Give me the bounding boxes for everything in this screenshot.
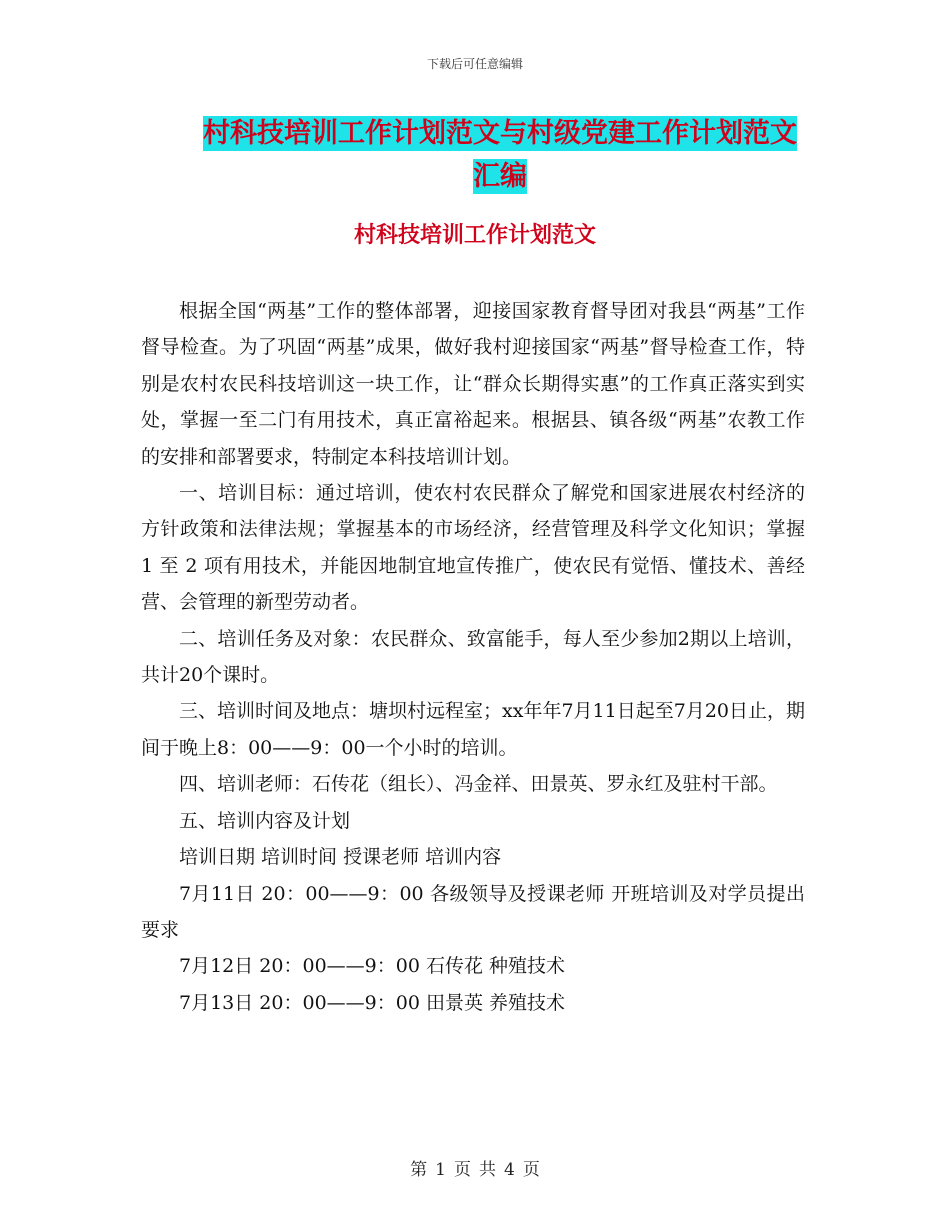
page-footer: [0, 1155, 950, 1180]
header-note: 下载后可任意编辑: [426, 57, 523, 71]
paragraph-training-time-place: 三、培训时间及地点：塘坝村远程室；xx年年7月11日起至7月20日止，期间于晚上8：00——9：00一个小时的培训。: [141, 700, 805, 759]
paragraph-training-task: 二、培训任务及对象：农民群众、致富能手，每人至少参加2期以上培训，共计20个课时。: [141, 627, 805, 687]
page-current: 1: [435, 1160, 446, 1180]
schedule-row: 7月12日 20：00——9：00 石传花 种殖技术: [179, 955, 566, 978]
page-word: 第: [410, 1160, 428, 1180]
document-body: [141, 293, 805, 1021]
paragraph-training-teachers: 四、培训老师：石传花（组长）、冯金祥、田景英、罗永红及驻村干部。: [179, 773, 778, 796]
paragraph-training-content: 五、培训内容及计划: [179, 809, 351, 832]
page-unit: 页: [454, 1160, 471, 1180]
document-main-title: [195, 112, 805, 198]
section-title: 村科技培训工作计划范文: [353, 222, 596, 248]
schedule-header: 培训日期 培训时间 授课老师 培训内容: [179, 846, 502, 869]
schedule-row: 7月11日 20：00——9：00 各级领导及授课老师 开班培训及对学员提出要求: [141, 882, 805, 941]
page-total: 4: [504, 1160, 515, 1180]
main-title-highlight: 村科技培训工作计划范文与村级党建工作计划范文汇编: [203, 118, 797, 192]
total-word: 共: [479, 1160, 496, 1180]
total-unit: 页: [522, 1160, 540, 1180]
paragraph-training-goal: 一、培训目标：通过培训，使农村农民群众了解党和国家进展农村经济的方针政策和法律法规；掌握基本的市场经济，经营管理及科学文化知识；掌握 1 至 2 项有用技术，并能因地制宜地宣传推广，使农民有觉悟、懂技术、善经营、会管理的新型劳动者。: [141, 482, 805, 614]
schedule-row: 7月13日 20：00——9：00 田景英 养殖技术: [179, 991, 566, 1014]
paragraph-intro: 根据全国“两基”工作的整体部署，迎接国家教育督导团对我县“两基”工作督导检查。为了巩固“两基”成果，做好我村迎接国家“两基”督导检查工作，特别是农村农民科技培训这一块工作，让“群众长期得实惠”的工作真正落实到实处，掌握一至二门有用技术，真正富裕起来。根据县、镇各级“两基”农教工作的安排和部署要求，特制定本科技培训计划。: [141, 300, 805, 468]
